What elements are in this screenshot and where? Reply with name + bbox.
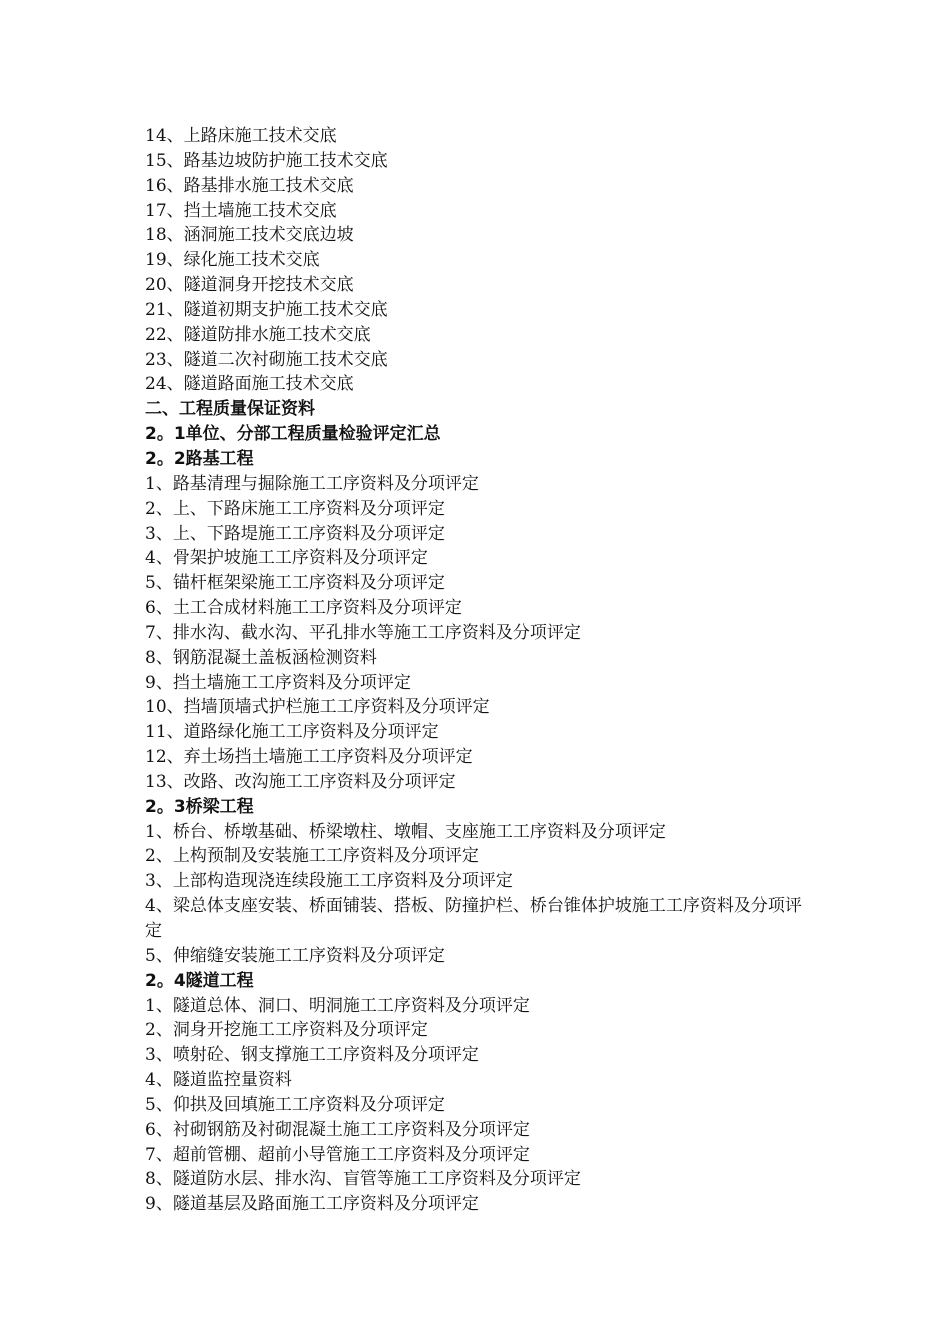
list-item: 1、隧道总体、洞口、明洞施工工序资料及分项评定 xyxy=(145,995,530,1016)
list-item: 5、锚杆框架梁施工工序资料及分项评定 xyxy=(145,573,445,594)
list-item: 14、上路床施工技术交底 xyxy=(145,126,337,146)
list-item: 12、弃土场挡土墙施工工序资料及分项评定 xyxy=(145,747,473,768)
list-item: 3、上、下路堤施工工序资料及分项评定 xyxy=(145,523,445,544)
list-item: 10、挡墙顶墙式护栏施工工序资料及分项评定 xyxy=(145,697,490,718)
list-item: 7、排水沟、截水沟、平孔排水等施工工序资料及分项评定 xyxy=(145,622,581,643)
list-item: 7、超前管棚、超前小导管施工工序资料及分项评定 xyxy=(145,1144,530,1165)
list-item: 13、改路、改沟施工工序资料及分项评定 xyxy=(145,771,456,792)
section-heading: 2。3桥梁工程 xyxy=(145,796,254,817)
list-item: 2、上构预制及安装施工工序资料及分项评定 xyxy=(145,846,479,867)
list-item: 5、仰拱及回填施工工序资料及分项评定 xyxy=(145,1094,445,1115)
list-item: 24、隧道路面施工技术交底 xyxy=(145,374,354,395)
list-item: 3、上部构造现浇连续段施工工序资料及分项评定 xyxy=(145,871,513,892)
section-heading: 2。1单位、分部工程质量检验评定汇总 xyxy=(145,424,441,445)
list-item: 1、桥台、桥墩基础、桥梁墩柱、墩帽、支座施工工序资料及分项评定 xyxy=(145,821,666,842)
section-heading: 2。4隧道工程 xyxy=(145,970,254,991)
list-item: 8、隧道防水层、排水沟、盲管等施工工序资料及分项评定 xyxy=(145,1169,581,1190)
list-item: 4、骨架护坡施工工序资料及分项评定 xyxy=(145,548,428,569)
list-item: 11、道路绿化施工工序资料及分项评定 xyxy=(145,722,439,743)
list-item: 6、土工合成材料施工工序资料及分项评定 xyxy=(145,598,462,619)
list-item: 18、涵洞施工技术交底边坡 xyxy=(145,225,354,246)
list-item: 3、喷射砼、钢支撑施工工序资料及分项评定 xyxy=(145,1045,479,1066)
list-item: 22、隧道防排水施工技术交底 xyxy=(145,324,371,345)
list-item: 4、隧道监控量资料 xyxy=(145,1070,292,1091)
list-item: 9、隧道基层及路面施工工序资料及分项评定 xyxy=(145,1194,479,1215)
list-item: 21、隧道初期支护施工技术交底 xyxy=(145,299,388,320)
list-item: 5、伸缩缝安装施工工序资料及分项评定 xyxy=(145,945,445,966)
list-item: 15、路基边坡防护施工技术交底 xyxy=(145,150,388,171)
list-item: 4、梁总体支座安装、桥面铺装、搭板、防撞护栏、桥台锥体护坡施工工序资料及分项评定 xyxy=(145,896,802,941)
list-item: 2、上、下路床施工工序资料及分项评定 xyxy=(145,498,445,519)
list-item: 17、挡土墙施工技术交底 xyxy=(145,200,337,221)
list-item: 9、挡土墙施工工序资料及分项评定 xyxy=(145,672,411,693)
list-item: 20、隧道洞身开挖技术交底 xyxy=(145,275,354,296)
list-item: 6、衬砌钢筋及衬砌混凝土施工工序资料及分项评定 xyxy=(145,1119,530,1140)
list-item: 2、洞身开挖施工工序资料及分项评定 xyxy=(145,1020,428,1041)
list-item: 19、绿化施工技术交底 xyxy=(145,250,320,271)
section-heading: 2。2路基工程 xyxy=(145,448,254,469)
section-heading: 二、工程质量保证资料 xyxy=(145,399,315,420)
list-item: 23、隧道二次衬砌施工技术交底 xyxy=(145,349,388,370)
list-item: 8、钢筋混凝土盖板涵检测资料 xyxy=(145,647,377,668)
list-item: 1、路基清理与掘除施工工序资料及分项评定 xyxy=(145,473,479,494)
list-item: 16、路基排水施工技术交底 xyxy=(145,175,354,196)
document-body xyxy=(145,124,815,1217)
